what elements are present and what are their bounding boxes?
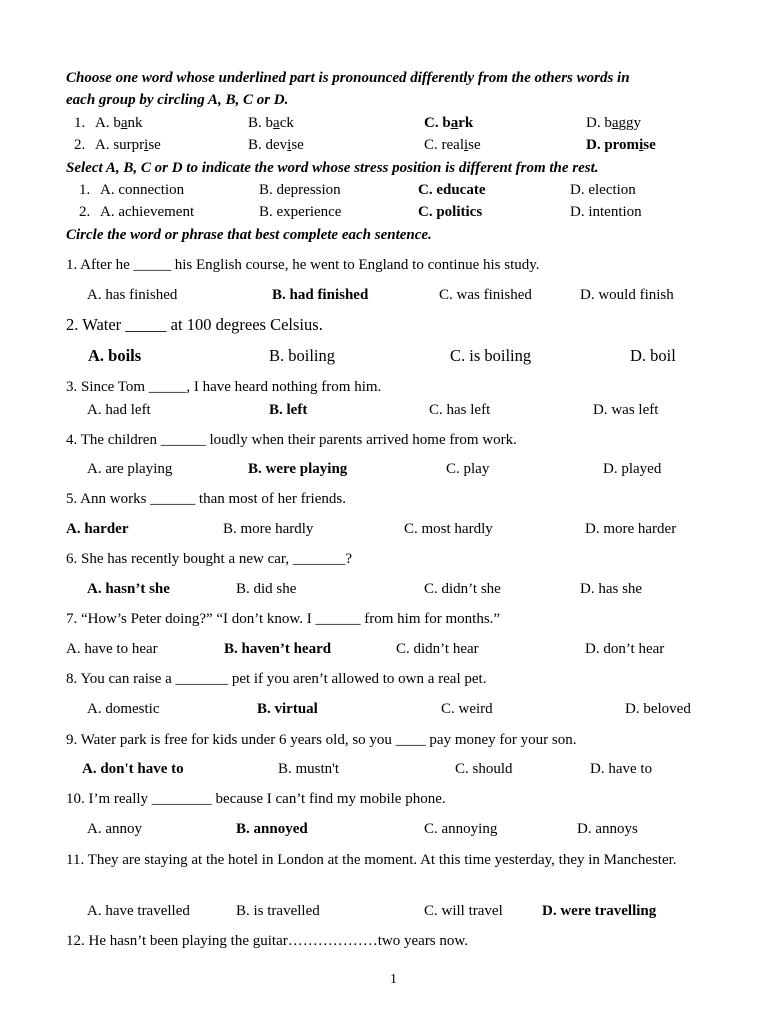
question-4-stem	[0, 430, 768, 454]
stress-instruction	[0, 158, 768, 182]
option-b[interactable]: B. depression	[259, 182, 341, 198]
option-b[interactable]: B. is travelled	[236, 903, 320, 919]
option-a[interactable]: A. had left	[87, 402, 151, 418]
option-d[interactable]: D. would finish	[580, 287, 674, 303]
question-text: 10. I’m really ________ because I can’t find my mobile phone.	[66, 791, 446, 807]
question-6-stem	[0, 549, 768, 573]
option-a-pre: A. b	[95, 115, 121, 131]
option-b[interactable]: B. more hardly	[223, 521, 314, 537]
option-a[interactable]: A. connection	[100, 182, 185, 198]
option-c-underlined: a	[450, 115, 459, 131]
option-d[interactable]: D. has she	[580, 581, 643, 597]
option-c[interactable]: C. weird	[441, 701, 493, 717]
pronunciation-instruction-cont	[0, 90, 768, 114]
option-a-underlined: i	[144, 137, 149, 153]
option-c-underlined: i	[463, 137, 469, 153]
option-d-pre: D. prom	[586, 137, 640, 153]
option-a[interactable]: A. have to hear	[66, 641, 158, 657]
option-c-pre: C. b	[424, 115, 451, 131]
option-c[interactable]: C. has left	[429, 402, 491, 418]
instruction-text: Select A, B, C or D to indicate the word whose stress position is different from the rest.	[66, 160, 599, 176]
page-number: 1	[390, 972, 397, 987]
complete-instruction	[0, 225, 768, 249]
instruction-line-1: Choose one word whose underlined part is pronounced differently from the others words in	[66, 70, 630, 86]
question-7-options	[0, 639, 768, 663]
item-number: 2.	[79, 204, 91, 220]
question-text: 9. Water park is free for kids under 6 years old, so you ____ pay money for your son.	[66, 732, 577, 748]
option-c[interactable]: C. was finished	[439, 287, 532, 303]
option-b[interactable]	[248, 113, 294, 133]
question-10-options	[0, 819, 768, 843]
stress-item-1	[0, 180, 768, 204]
question-3-options	[0, 400, 768, 424]
option-b[interactable]: B. annoyed	[236, 821, 308, 837]
option-a-post: nk	[127, 115, 143, 131]
option-d-pre: D. b	[586, 115, 612, 131]
option-a[interactable]: A. have travelled	[87, 903, 190, 919]
option-a[interactable]: A. achievement	[100, 204, 195, 220]
question-11-options	[0, 901, 768, 925]
option-c[interactable]	[424, 135, 481, 155]
question-text: 6. She has recently bought a new car, _______?	[66, 551, 352, 567]
item-number: 1.	[74, 115, 86, 131]
question-3-stem	[0, 377, 768, 401]
option-d[interactable]: D. more harder	[585, 521, 677, 537]
option-d[interactable]: D. beloved	[625, 701, 691, 717]
option-d-underlined: a	[611, 115, 619, 131]
option-d-post: se	[643, 137, 656, 153]
option-c[interactable]: C. play	[446, 461, 490, 477]
option-c[interactable]: C. educate	[418, 182, 486, 198]
question-text: 7. “How’s Peter doing?” “I don’t know. I ______ from him for months.”	[66, 611, 501, 627]
pronunciation-item-2	[0, 135, 768, 159]
option-d[interactable]: D. annoys	[577, 821, 638, 837]
option-a[interactable]: A. domestic	[87, 701, 160, 717]
question-2-options	[0, 346, 768, 370]
question-text: 1. After he _____ his English course, he went to England to continue his study.	[66, 257, 540, 273]
item-number: 2.	[74, 137, 86, 153]
question-2-stem	[0, 315, 768, 339]
option-c[interactable]	[424, 113, 473, 133]
option-c[interactable]: C. politics	[418, 204, 483, 220]
option-d[interactable]	[586, 135, 656, 155]
option-d[interactable]: D. boil	[630, 346, 676, 365]
question-5-options	[0, 519, 768, 543]
option-a-post: se	[148, 137, 161, 153]
question-8-stem	[0, 669, 768, 693]
option-a[interactable]: A. don't have to	[82, 761, 184, 777]
question-text: 4. The children ______ loudly when their parents arrived home from work.	[66, 432, 517, 448]
question-text: 5. Ann works ______ than most of her friends.	[66, 491, 346, 507]
option-a[interactable]	[95, 135, 161, 155]
option-c-post: rk	[458, 115, 474, 131]
question-10-stem	[0, 789, 768, 813]
option-b-underlined: a	[273, 115, 280, 131]
option-a[interactable]: A. boils	[88, 346, 142, 365]
option-b-pre: B. b	[248, 115, 274, 131]
question-7-stem	[0, 609, 768, 633]
question-1-options	[0, 285, 768, 309]
option-a[interactable]: A. are playing	[87, 461, 173, 477]
question-12-stem	[0, 931, 768, 955]
instruction-text: Circle the word or phrase that best complete each sentence.	[66, 227, 432, 243]
question-text: 12. He hasn’t been playing the guitar………………two years now.	[66, 933, 469, 949]
option-d[interactable]: D. played	[603, 461, 662, 477]
item-number: 1.	[79, 182, 91, 198]
option-b[interactable]: B. experience	[259, 204, 342, 220]
question-4-options	[0, 459, 768, 483]
instruction-line-2: each group by circling A, B, C or D.	[66, 92, 289, 108]
option-b[interactable]: B. did she	[236, 581, 297, 597]
option-b[interactable]	[248, 135, 304, 155]
option-d[interactable]: D. have to	[590, 761, 653, 777]
pronunciation-instruction	[0, 68, 768, 92]
option-d[interactable]: D. were travelling	[542, 903, 657, 919]
question-5-stem	[0, 489, 768, 513]
option-c[interactable]: C. will travel	[424, 903, 503, 919]
option-b[interactable]: B. haven’t heard	[224, 641, 332, 657]
option-c[interactable]: C. didn’t hear	[396, 641, 479, 657]
option-a-underlined: a	[120, 115, 128, 131]
option-d[interactable]: D. was left	[593, 402, 659, 418]
option-c[interactable]: C. annoying	[424, 821, 498, 837]
option-a-pre: A. surpr	[95, 137, 145, 153]
stress-item-2	[0, 202, 768, 226]
option-b-underlined: i	[287, 137, 292, 153]
question-9-options	[0, 759, 768, 783]
option-d-post: ggy	[618, 115, 642, 131]
option-b[interactable]: B. had finished	[272, 287, 369, 303]
option-c[interactable]: C. should	[455, 761, 513, 777]
option-b-pre: B. dev	[248, 137, 288, 153]
option-b[interactable]: B. were playing	[248, 461, 348, 477]
option-a[interactable]: A. has finished	[87, 287, 178, 303]
option-b[interactable]: B. mustn't	[278, 761, 340, 777]
option-b-post: se	[291, 137, 304, 153]
option-c-post: se	[468, 137, 481, 153]
option-a[interactable]	[95, 113, 143, 133]
option-d[interactable]	[586, 113, 641, 133]
question-6-options	[0, 579, 768, 603]
option-d[interactable]: D. election	[570, 182, 636, 198]
pronunciation-item-1	[0, 113, 768, 137]
question-text: 2. Water _____ at 100 degrees Celsius.	[66, 315, 323, 334]
question-9-stem	[0, 730, 768, 754]
option-c[interactable]: C. is boiling	[450, 346, 532, 365]
question-1-stem	[0, 255, 768, 279]
option-a[interactable]: A. hasn’t she	[87, 581, 170, 597]
option-b[interactable]: B. boiling	[269, 346, 336, 365]
question-text: 8. You can raise a _______ pet if you aren’t allowed to own a real pet.	[66, 671, 487, 687]
option-d[interactable]: D. don’t hear	[585, 641, 665, 657]
question-8-options	[0, 699, 768, 723]
option-b-post: ck	[279, 115, 294, 131]
option-c[interactable]: C. didn’t she	[424, 581, 501, 597]
option-d[interactable]: D. intention	[570, 204, 642, 220]
option-a[interactable]: A. annoy	[87, 821, 142, 837]
option-c-pre: C. real	[424, 137, 464, 153]
option-c[interactable]: C. most hardly	[404, 521, 493, 537]
question-text: 3. Since Tom _____, I have heard nothing from him.	[66, 379, 382, 395]
option-d-underlined: i	[639, 137, 644, 153]
option-b[interactable]: B. left	[269, 402, 308, 418]
option-b[interactable]: B. virtual	[257, 701, 318, 717]
question-11-stem: 11. They are staying at the hotel in London at the moment. At this time yesterday, they in Manchester.	[66, 852, 677, 868]
option-a[interactable]: A. harder	[66, 521, 129, 537]
